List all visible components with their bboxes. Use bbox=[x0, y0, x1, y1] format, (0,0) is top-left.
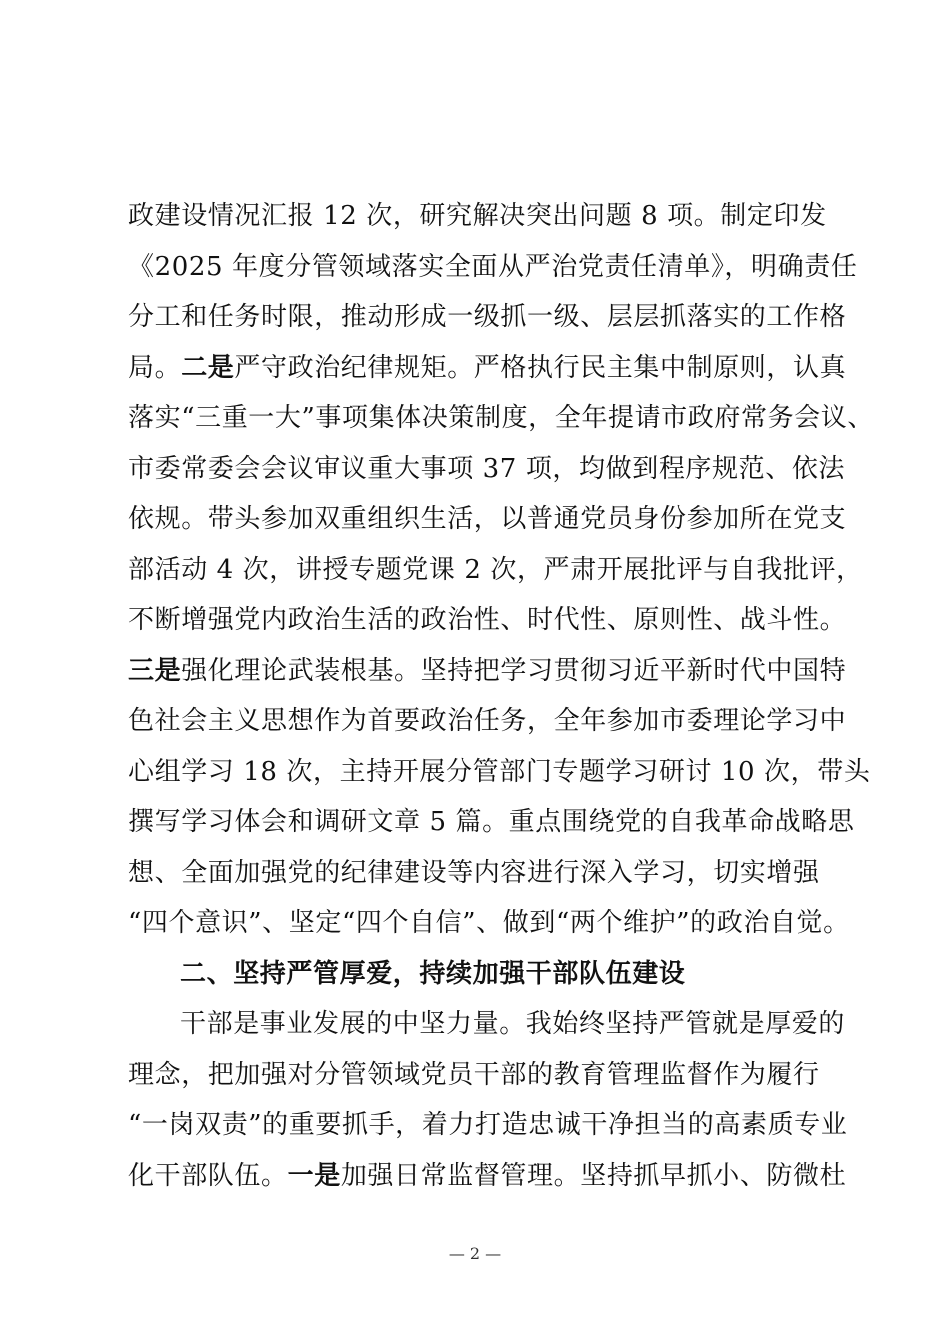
text-span: 局。 bbox=[128, 352, 182, 383]
text-span: 化干部队伍。 bbox=[128, 1160, 288, 1191]
body-text bbox=[128, 191, 874, 1201]
text-span: 想、全面加强党的纪律建设等内容进行深入学习，切实增强 bbox=[128, 857, 820, 888]
text-span: 强化理论武装根基。坚持把学习贯彻习近平新时代中国特 bbox=[181, 655, 847, 686]
text-line bbox=[128, 1100, 848, 1151]
text-line bbox=[128, 747, 871, 798]
text-span: 干部是事业发展的中坚力量。我始终坚持严管就是厚爱的 bbox=[180, 1009, 846, 1039]
text-line bbox=[128, 1050, 828, 1101]
text-span: 部活动 4 次，讲授专题党课 2 次，严肃开展批评与自我批评， bbox=[128, 554, 863, 585]
text-line bbox=[128, 999, 846, 1050]
text-line bbox=[128, 494, 847, 545]
bold-marker: 一是 bbox=[287, 1160, 341, 1191]
text-line bbox=[128, 696, 847, 747]
text-line bbox=[128, 898, 850, 949]
text-span: 依规。带头参加双重组织生活，以普通党员身份参加所在党支 bbox=[128, 504, 847, 534]
text-span: 撰写学习体会和调研文章 5 篇。重点围绕党的自我革命战略思 bbox=[128, 807, 855, 837]
text-span: 市委常委会会议审议重大事项 37 项，均做到程序规范、依法 bbox=[128, 453, 846, 484]
text-span: 心组学习 18 次，主持开展分管部门专题学习研讨 10 次，带头 bbox=[128, 756, 871, 787]
text-line bbox=[128, 191, 828, 242]
text-line bbox=[128, 393, 874, 444]
text-span: 理念，把加强对分管领域党员干部的教育管理监督作为履行 bbox=[128, 1059, 820, 1090]
text-span: “一岗双责”的重要抓手，着力打造忠诚干净担当的高素质专业 bbox=[128, 1110, 848, 1140]
text-line bbox=[128, 444, 846, 495]
text-line bbox=[128, 242, 858, 293]
text-line bbox=[128, 646, 847, 697]
text-line bbox=[128, 1151, 847, 1202]
bold-marker: 三是 bbox=[128, 655, 182, 686]
section-heading: 二、坚持严管厚爱，持续加强干部队伍建设 bbox=[180, 958, 686, 989]
text-span: 《2025 年度分管领域落实全面从严治党责任清单》，明确责任 bbox=[128, 251, 858, 282]
text-line bbox=[128, 545, 863, 596]
bold-marker: 二是 bbox=[181, 352, 235, 383]
text-line bbox=[128, 292, 847, 343]
text-span: 分工和任务时限，推动形成一级抓一级、层层抓落实的工作格 bbox=[128, 302, 847, 332]
text-line bbox=[128, 343, 847, 394]
text-span: 政建设情况汇报 12 次，研究解决突出问题 8 项。制定印发 bbox=[128, 201, 827, 231]
page-number: — 2 — bbox=[448, 1244, 502, 1263]
text-line bbox=[128, 595, 847, 646]
text-span: 落实“三重一大”事项集体决策制度，全年提请市政府常务会议、 bbox=[128, 403, 874, 433]
text-span: 严守政治纪律规矩。严格执行民主集中制原则，认真 bbox=[234, 352, 847, 383]
text-span: 加强日常监督管理。坚持抓早抓小、防微杜 bbox=[340, 1160, 847, 1191]
text-span: 色社会主义思想作为首要政治任务，全年参加市委理论学习中 bbox=[128, 706, 847, 736]
text-span: 不断增强党内政治生活的政治性、时代性、原则性、战斗性。 bbox=[128, 605, 847, 635]
text-line bbox=[128, 797, 855, 848]
text-line bbox=[128, 848, 828, 899]
text-span: “四个意识”、坚定“四个自信”、做到“两个维护”的政治自觉。 bbox=[128, 908, 850, 938]
